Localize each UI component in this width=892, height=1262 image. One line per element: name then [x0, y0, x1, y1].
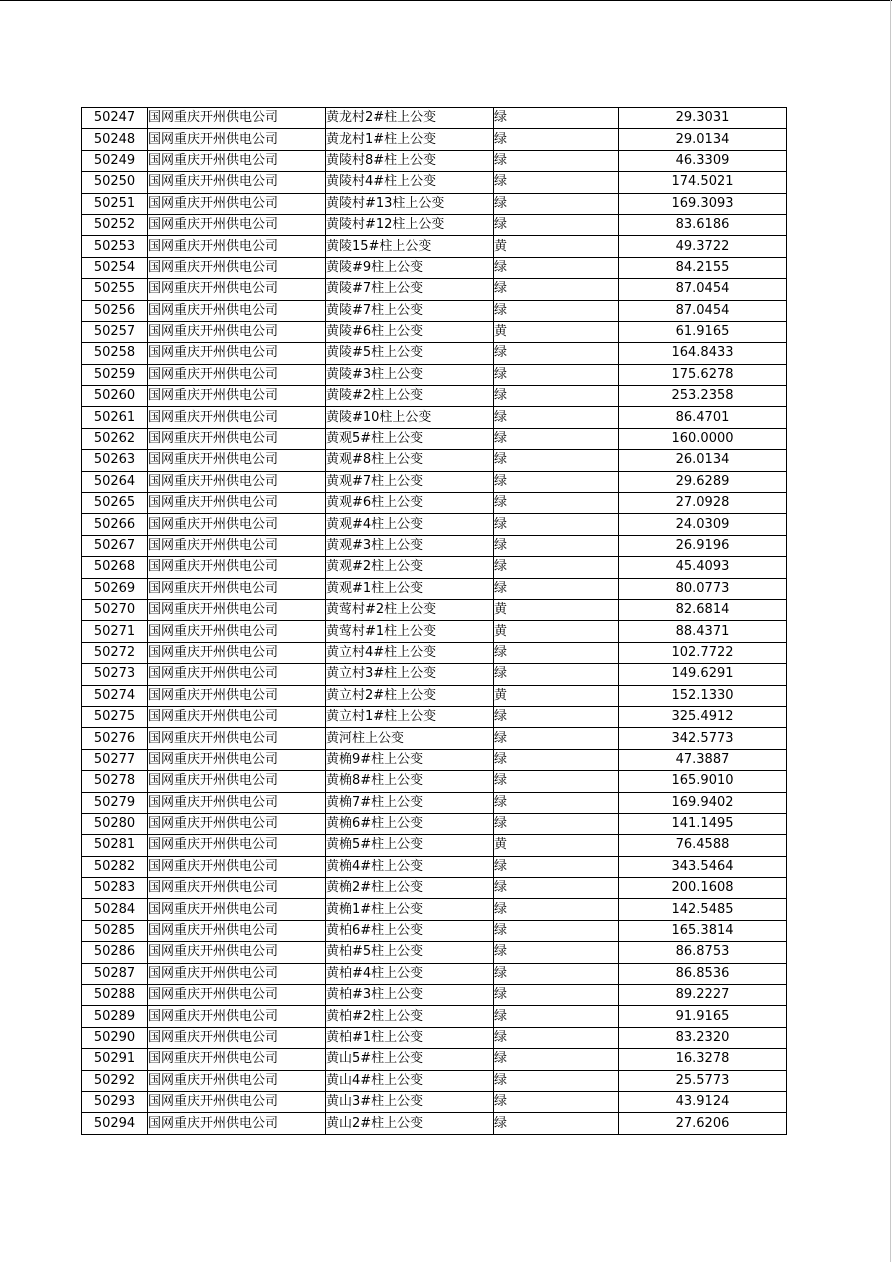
transformer-name-cell: 黄观#7柱上公变: [326, 471, 494, 492]
status-cell: 绿: [494, 471, 619, 492]
value-cell: 325.4912: [619, 706, 787, 727]
transformer-name-cell: 黄莺村#2柱上公变: [326, 599, 494, 620]
status-cell: 黄: [494, 236, 619, 257]
status-cell: 绿: [494, 257, 619, 278]
row-id-cell: 50279: [82, 792, 148, 813]
table-row: [82, 1006, 787, 1027]
status-cell: 绿: [494, 514, 619, 535]
value-cell: 174.5021: [619, 172, 787, 193]
transformer-name-cell: 黄陵#9柱上公变: [326, 257, 494, 278]
transformer-name-cell: 黄柏#5柱上公变: [326, 942, 494, 963]
company-cell: 国网重庆开州供电公司: [148, 172, 326, 193]
value-cell: 47.3887: [619, 749, 787, 770]
table-row: [82, 578, 787, 599]
transformer-name-cell: 黄桷4#柱上公变: [326, 856, 494, 877]
table-row: [82, 407, 787, 428]
status-cell: 绿: [494, 386, 619, 407]
transformer-name-cell: 黄柏6#柱上公变: [326, 920, 494, 941]
row-id-cell: 50273: [82, 664, 148, 685]
row-id-cell: 50268: [82, 557, 148, 578]
status-cell: 黄: [494, 835, 619, 856]
company-cell: 国网重庆开州供电公司: [148, 1070, 326, 1091]
company-cell: 国网重庆开州供电公司: [148, 150, 326, 171]
table-row: [82, 493, 787, 514]
transformer-name-cell: 黄陵#10柱上公变: [326, 407, 494, 428]
row-id-cell: 50291: [82, 1049, 148, 1070]
value-cell: 141.1495: [619, 813, 787, 834]
status-cell: 绿: [494, 728, 619, 749]
company-cell: 国网重庆开州供电公司: [148, 578, 326, 599]
company-cell: 国网重庆开州供电公司: [148, 749, 326, 770]
status-cell: 绿: [494, 493, 619, 514]
value-cell: 45.4093: [619, 557, 787, 578]
row-id-cell: 50274: [82, 685, 148, 706]
row-id-cell: 50283: [82, 878, 148, 899]
row-id-cell: 50292: [82, 1070, 148, 1091]
table-row: [82, 621, 787, 642]
value-cell: 165.3814: [619, 920, 787, 941]
status-cell: 绿: [494, 1027, 619, 1048]
status-cell: 绿: [494, 578, 619, 599]
value-cell: 88.4371: [619, 621, 787, 642]
table-row: [82, 1049, 787, 1070]
company-cell: 国网重庆开州供电公司: [148, 1006, 326, 1027]
transformer-name-cell: 黄山5#柱上公变: [326, 1049, 494, 1070]
status-cell: 绿: [494, 920, 619, 941]
company-cell: 国网重庆开州供电公司: [148, 792, 326, 813]
status-cell: 绿: [494, 771, 619, 792]
company-cell: 国网重庆开州供电公司: [148, 963, 326, 984]
status-cell: 绿: [494, 108, 619, 129]
value-cell: 342.5773: [619, 728, 787, 749]
value-cell: 16.3278: [619, 1049, 787, 1070]
row-id-cell: 50251: [82, 193, 148, 214]
row-id-cell: 50247: [82, 108, 148, 129]
transformer-name-cell: 黄陵#7柱上公变: [326, 279, 494, 300]
row-id-cell: 50288: [82, 985, 148, 1006]
transformer-name-cell: 黄桷2#柱上公变: [326, 878, 494, 899]
value-cell: 26.0134: [619, 450, 787, 471]
status-cell: 黄: [494, 621, 619, 642]
table-row: [82, 749, 787, 770]
status-cell: 绿: [494, 1113, 619, 1134]
row-id-cell: 50250: [82, 172, 148, 193]
row-id-cell: 50282: [82, 856, 148, 877]
row-id-cell: 50293: [82, 1091, 148, 1112]
value-cell: 82.6814: [619, 599, 787, 620]
row-id-cell: 50285: [82, 920, 148, 941]
value-cell: 175.6278: [619, 364, 787, 385]
transformer-name-cell: 黄桷1#柱上公变: [326, 899, 494, 920]
status-cell: 绿: [494, 706, 619, 727]
row-id-cell: 50287: [82, 963, 148, 984]
company-cell: 国网重庆开州供电公司: [148, 279, 326, 300]
status-cell: 黄: [494, 599, 619, 620]
row-id-cell: 50289: [82, 1006, 148, 1027]
company-cell: 国网重庆开州供电公司: [148, 300, 326, 321]
top-border-line: [0, 0, 892, 1]
row-id-cell: 50286: [82, 942, 148, 963]
table-row: [82, 1070, 787, 1091]
transformer-name-cell: 黄陵#7柱上公变: [326, 300, 494, 321]
company-cell: 国网重庆开州供电公司: [148, 642, 326, 663]
value-cell: 46.3309: [619, 150, 787, 171]
row-id-cell: 50266: [82, 514, 148, 535]
table-row: [82, 1091, 787, 1112]
row-id-cell: 50290: [82, 1027, 148, 1048]
row-id-cell: 50278: [82, 771, 148, 792]
table-row: [82, 899, 787, 920]
row-id-cell: 50258: [82, 343, 148, 364]
table-row: [82, 471, 787, 492]
company-cell: 国网重庆开州供电公司: [148, 257, 326, 278]
company-cell: 国网重庆开州供电公司: [148, 343, 326, 364]
transformer-name-cell: 黄山2#柱上公变: [326, 1113, 494, 1134]
status-cell: 绿: [494, 129, 619, 150]
row-id-cell: 50264: [82, 471, 148, 492]
status-cell: 绿: [494, 1006, 619, 1027]
value-cell: 149.6291: [619, 664, 787, 685]
transformer-name-cell: 黄陵#5柱上公变: [326, 343, 494, 364]
table-row: [82, 963, 787, 984]
transformer-name-cell: 黄观#3柱上公变: [326, 535, 494, 556]
status-cell: 绿: [494, 172, 619, 193]
value-cell: 80.0773: [619, 578, 787, 599]
company-cell: 国网重庆开州供电公司: [148, 621, 326, 642]
transformer-name-cell: 黄山3#柱上公变: [326, 1091, 494, 1112]
status-cell: 绿: [494, 642, 619, 663]
transformer-name-cell: 黄观#4柱上公变: [326, 514, 494, 535]
transformer-name-cell: 黄柏#4柱上公变: [326, 963, 494, 984]
table-row: [82, 771, 787, 792]
value-cell: 83.6186: [619, 214, 787, 235]
status-cell: 绿: [494, 450, 619, 471]
status-cell: 绿: [494, 343, 619, 364]
status-cell: 绿: [494, 407, 619, 428]
company-cell: 国网重庆开州供电公司: [148, 899, 326, 920]
status-cell: 绿: [494, 878, 619, 899]
value-cell: 24.0309: [619, 514, 787, 535]
table-row: [82, 728, 787, 749]
table-row: [82, 942, 787, 963]
status-cell: 绿: [494, 856, 619, 877]
value-cell: 26.9196: [619, 535, 787, 556]
status-cell: 绿: [494, 749, 619, 770]
row-id-cell: 50272: [82, 642, 148, 663]
table-row: [82, 236, 787, 257]
transformer-name-cell: 黄观#1柱上公变: [326, 578, 494, 599]
value-cell: 200.1608: [619, 878, 787, 899]
table-row: [82, 1113, 787, 1134]
status-cell: 绿: [494, 193, 619, 214]
transformer-name-cell: 黄桷8#柱上公变: [326, 771, 494, 792]
company-cell: 国网重庆开州供电公司: [148, 599, 326, 620]
status-cell: 绿: [494, 813, 619, 834]
company-cell: 国网重庆开州供电公司: [148, 493, 326, 514]
transformer-name-cell: 黄柏#3柱上公变: [326, 985, 494, 1006]
row-id-cell: 50248: [82, 129, 148, 150]
table-row: [82, 813, 787, 834]
table-row: [82, 193, 787, 214]
transformer-name-cell: 黄桷5#柱上公变: [326, 835, 494, 856]
value-cell: 49.3722: [619, 236, 787, 257]
transformer-name-cell: 黄桷6#柱上公变: [326, 813, 494, 834]
value-cell: 102.7722: [619, 642, 787, 663]
transformer-name-cell: 黄柏#1柱上公变: [326, 1027, 494, 1048]
row-id-cell: 50284: [82, 899, 148, 920]
value-cell: 29.0134: [619, 129, 787, 150]
table-row: [82, 450, 787, 471]
company-cell: 国网重庆开州供电公司: [148, 535, 326, 556]
row-id-cell: 50254: [82, 257, 148, 278]
value-cell: 84.2155: [619, 257, 787, 278]
row-id-cell: 50256: [82, 300, 148, 321]
value-cell: 43.9124: [619, 1091, 787, 1112]
row-id-cell: 50259: [82, 364, 148, 385]
transformer-name-cell: 黄桷9#柱上公变: [326, 749, 494, 770]
value-cell: 165.9010: [619, 771, 787, 792]
value-cell: 253.2358: [619, 386, 787, 407]
table-row: [82, 279, 787, 300]
company-cell: 国网重庆开州供电公司: [148, 364, 326, 385]
status-cell: 绿: [494, 1091, 619, 1112]
value-cell: 343.5464: [619, 856, 787, 877]
value-cell: 27.0928: [619, 493, 787, 514]
transformer-name-cell: 黄立村4#柱上公变: [326, 642, 494, 663]
table-row: [82, 428, 787, 449]
status-cell: 绿: [494, 300, 619, 321]
value-cell: 86.4701: [619, 407, 787, 428]
row-id-cell: 50270: [82, 599, 148, 620]
company-cell: 国网重庆开州供电公司: [148, 471, 326, 492]
status-cell: 绿: [494, 1049, 619, 1070]
table-row: [82, 300, 787, 321]
row-id-cell: 50277: [82, 749, 148, 770]
company-cell: 国网重庆开州供电公司: [148, 129, 326, 150]
company-cell: 国网重庆开州供电公司: [148, 920, 326, 941]
company-cell: 国网重庆开州供电公司: [148, 450, 326, 471]
transformer-name-cell: 黄陵村#12柱上公变: [326, 214, 494, 235]
table-row: [82, 642, 787, 663]
transformer-name-cell: 黄观#6柱上公变: [326, 493, 494, 514]
company-cell: 国网重庆开州供电公司: [148, 706, 326, 727]
transformer-name-cell: 黄陵村8#柱上公变: [326, 150, 494, 171]
status-cell: 绿: [494, 535, 619, 556]
company-cell: 国网重庆开州供电公司: [148, 664, 326, 685]
status-cell: 绿: [494, 985, 619, 1006]
value-cell: 27.6206: [619, 1113, 787, 1134]
status-cell: 绿: [494, 664, 619, 685]
value-cell: 91.9165: [619, 1006, 787, 1027]
company-cell: 国网重庆开州供电公司: [148, 1049, 326, 1070]
status-cell: 绿: [494, 963, 619, 984]
transformer-name-cell: 黄陵村#13柱上公变: [326, 193, 494, 214]
status-cell: 绿: [494, 1070, 619, 1091]
transformer-name-cell: 黄立村2#柱上公变: [326, 685, 494, 706]
table-row: [82, 535, 787, 556]
transformer-name-cell: 黄立村3#柱上公变: [326, 664, 494, 685]
transformer-name-cell: 黄观#2柱上公变: [326, 557, 494, 578]
page-edge-line: [890, 0, 891, 1262]
company-cell: 国网重庆开州供电公司: [148, 942, 326, 963]
table-row: [82, 1027, 787, 1048]
value-cell: 164.8433: [619, 343, 787, 364]
transformer-name-cell: 黄立村1#柱上公变: [326, 706, 494, 727]
row-id-cell: 50281: [82, 835, 148, 856]
transformer-name-cell: 黄观#8柱上公变: [326, 450, 494, 471]
transformer-name-cell: 黄桷7#柱上公变: [326, 792, 494, 813]
company-cell: 国网重庆开州供电公司: [148, 193, 326, 214]
value-cell: 169.3093: [619, 193, 787, 214]
transformer-name-cell: 黄陵#2柱上公变: [326, 386, 494, 407]
status-cell: 绿: [494, 279, 619, 300]
row-id-cell: 50275: [82, 706, 148, 727]
company-cell: 国网重庆开州供电公司: [148, 428, 326, 449]
row-id-cell: 50280: [82, 813, 148, 834]
company-cell: 国网重庆开州供电公司: [148, 685, 326, 706]
company-cell: 国网重庆开州供电公司: [148, 856, 326, 877]
transformer-name-cell: 黄柏#2柱上公变: [326, 1006, 494, 1027]
row-id-cell: 50249: [82, 150, 148, 171]
company-cell: 国网重庆开州供电公司: [148, 1091, 326, 1112]
value-cell: 83.2320: [619, 1027, 787, 1048]
value-cell: 169.9402: [619, 792, 787, 813]
table-row: [82, 364, 787, 385]
row-id-cell: 50253: [82, 236, 148, 257]
table-row: [82, 792, 787, 813]
table-body: [82, 108, 787, 1135]
status-cell: 绿: [494, 557, 619, 578]
table-row: [82, 985, 787, 1006]
table-row: [82, 856, 787, 877]
company-cell: 国网重庆开州供电公司: [148, 386, 326, 407]
table-row: [82, 343, 787, 364]
row-id-cell: 50260: [82, 386, 148, 407]
data-table: [81, 107, 787, 1135]
value-cell: 29.6289: [619, 471, 787, 492]
company-cell: 国网重庆开州供电公司: [148, 985, 326, 1006]
value-cell: 142.5485: [619, 899, 787, 920]
value-cell: 76.4588: [619, 835, 787, 856]
row-id-cell: 50265: [82, 493, 148, 514]
transformer-name-cell: 黄陵15#柱上公变: [326, 236, 494, 257]
status-cell: 绿: [494, 428, 619, 449]
company-cell: 国网重庆开州供电公司: [148, 321, 326, 342]
value-cell: 86.8753: [619, 942, 787, 963]
table-row: [82, 108, 787, 129]
status-cell: 黄: [494, 321, 619, 342]
status-cell: 绿: [494, 364, 619, 385]
table-row: [82, 557, 787, 578]
row-id-cell: 50271: [82, 621, 148, 642]
company-cell: 国网重庆开州供电公司: [148, 813, 326, 834]
status-cell: 绿: [494, 214, 619, 235]
company-cell: 国网重庆开州供电公司: [148, 407, 326, 428]
row-id-cell: 50294: [82, 1113, 148, 1134]
status-cell: 绿: [494, 899, 619, 920]
row-id-cell: 50261: [82, 407, 148, 428]
row-id-cell: 50263: [82, 450, 148, 471]
company-cell: 国网重庆开州供电公司: [148, 557, 326, 578]
table-row: [82, 685, 787, 706]
value-cell: 86.8536: [619, 963, 787, 984]
row-id-cell: 50252: [82, 214, 148, 235]
table-row: [82, 599, 787, 620]
value-cell: 61.9165: [619, 321, 787, 342]
company-cell: 国网重庆开州供电公司: [148, 878, 326, 899]
status-cell: 绿: [494, 792, 619, 813]
value-cell: 87.0454: [619, 300, 787, 321]
transformer-name-cell: 黄观5#柱上公变: [326, 428, 494, 449]
table-row: [82, 664, 787, 685]
status-cell: 黄: [494, 685, 619, 706]
company-cell: 国网重庆开州供电公司: [148, 835, 326, 856]
table-row: [82, 706, 787, 727]
transformer-name-cell: 黄龙村2#柱上公变: [326, 108, 494, 129]
transformer-name-cell: 黄陵#6柱上公变: [326, 321, 494, 342]
status-cell: 绿: [494, 942, 619, 963]
table-row: [82, 172, 787, 193]
company-cell: 国网重庆开州供电公司: [148, 514, 326, 535]
row-id-cell: 50269: [82, 578, 148, 599]
company-cell: 国网重庆开州供电公司: [148, 108, 326, 129]
table-row: [82, 214, 787, 235]
table-row: [82, 386, 787, 407]
table-row: [82, 835, 787, 856]
transformer-name-cell: 黄陵#3柱上公变: [326, 364, 494, 385]
company-cell: 国网重庆开州供电公司: [148, 728, 326, 749]
row-id-cell: 50276: [82, 728, 148, 749]
table-row: [82, 321, 787, 342]
value-cell: 25.5773: [619, 1070, 787, 1091]
company-cell: 国网重庆开州供电公司: [148, 214, 326, 235]
table-row: [82, 150, 787, 171]
status-cell: 绿: [494, 150, 619, 171]
table-row: [82, 129, 787, 150]
company-cell: 国网重庆开州供电公司: [148, 771, 326, 792]
table-row: [82, 257, 787, 278]
transformer-name-cell: 黄龙村1#柱上公变: [326, 129, 494, 150]
value-cell: 29.3031: [619, 108, 787, 129]
transformer-name-cell: 黄莺村#1柱上公变: [326, 621, 494, 642]
transformer-name-cell: 黄陵村4#柱上公变: [326, 172, 494, 193]
value-cell: 89.2227: [619, 985, 787, 1006]
value-cell: 160.0000: [619, 428, 787, 449]
row-id-cell: 50257: [82, 321, 148, 342]
table-row: [82, 514, 787, 535]
transformer-name-cell: 黄山4#柱上公变: [326, 1070, 494, 1091]
company-cell: 国网重庆开州供电公司: [148, 1027, 326, 1048]
value-cell: 87.0454: [619, 279, 787, 300]
company-cell: 国网重庆开州供电公司: [148, 236, 326, 257]
row-id-cell: 50255: [82, 279, 148, 300]
row-id-cell: 50267: [82, 535, 148, 556]
value-cell: 152.1330: [619, 685, 787, 706]
company-cell: 国网重庆开州供电公司: [148, 1113, 326, 1134]
table-row: [82, 920, 787, 941]
transformer-name-cell: 黄河柱上公变: [326, 728, 494, 749]
table-row: [82, 878, 787, 899]
row-id-cell: 50262: [82, 428, 148, 449]
